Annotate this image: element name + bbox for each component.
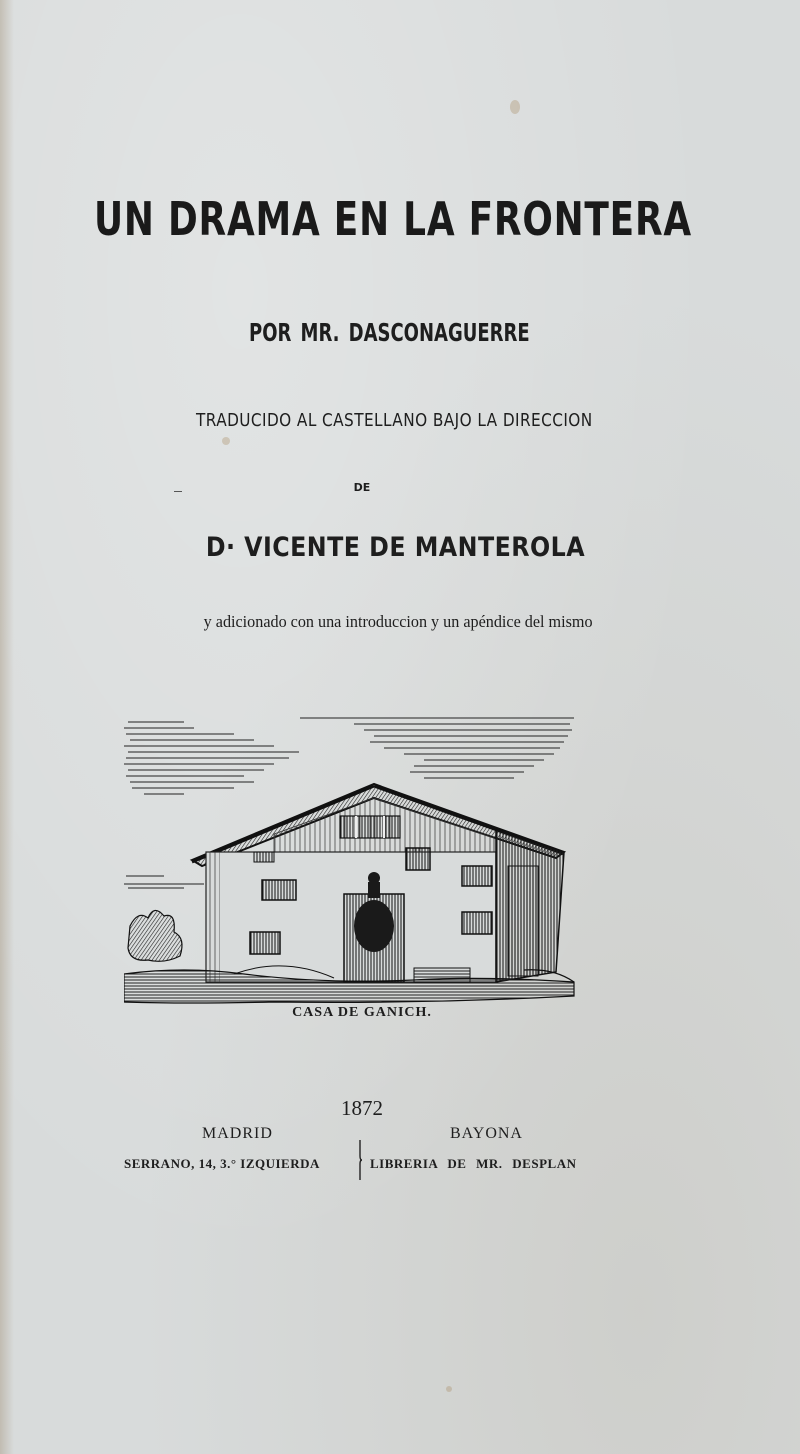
translator-name: D· VICENTE DE MANTEROLA (205, 532, 586, 563)
imprint-address-right: LIBRERIA DE MR. DESPLAN (370, 1156, 577, 1171)
shrubs (128, 910, 182, 961)
addition-line: y adicionado con una introduccion y un apéndice del mismo (203, 612, 593, 631)
publication-year: 1872 (341, 1096, 383, 1120)
house-engraving (124, 712, 576, 1008)
illustration-caption: CASA DE GANICH. (292, 1005, 432, 1020)
window (406, 848, 430, 870)
imprint-address-left: SERRANO, 14, 3.° IZQUIERDA (124, 1156, 320, 1171)
author-line: POR MR. DASCONAGUERRE (249, 318, 530, 347)
window (262, 880, 296, 900)
imprint-brace (356, 1140, 364, 1180)
translation-line: TRADUCIDO AL CASTELLANO BAJO LA DIRECCION (195, 410, 593, 431)
sky-lines-left (124, 722, 299, 794)
window (462, 912, 492, 934)
sky-lines-right (300, 718, 574, 778)
figure-in-doorway (354, 900, 394, 952)
imprint-city-left: MADRID (202, 1125, 273, 1142)
foxing-spot (222, 437, 230, 445)
printed-dash (174, 491, 182, 492)
page-edge-stain (0, 0, 14, 1454)
window (462, 866, 492, 886)
foxing-spot (446, 1386, 452, 1392)
horizon-lines (124, 876, 204, 888)
book-title: UN DRAMA EN LA FRONTERA (93, 192, 692, 246)
imprint-city-right: BAYONA (450, 1125, 523, 1142)
de-line: DE (353, 481, 371, 494)
foxing-spot (510, 100, 520, 114)
balcony-window (340, 816, 400, 838)
window (250, 932, 280, 954)
